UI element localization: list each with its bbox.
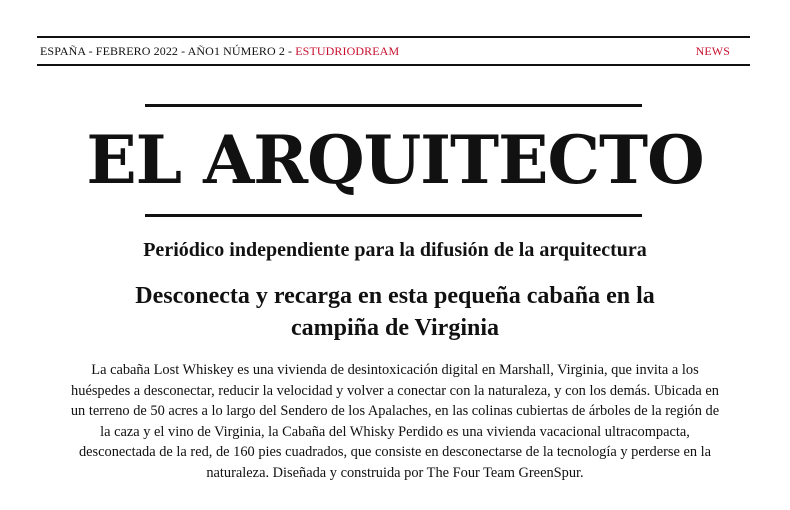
masthead-bottom-rule [145, 214, 642, 217]
top-info-bar [37, 36, 750, 66]
masthead-title: EL ARQUITECTO [86, 121, 704, 199]
masthead-subtitle: Periódico independiente para la difusión de la arquitectura [143, 239, 647, 261]
brand-link[interactable]: ESTUDRIODREAM [295, 43, 400, 58]
issue-meta-text: ESPAÑA - FEBRERO 2022 - AÑO1 NÚMERO 2 - [40, 43, 296, 58]
article-headline: Desconecta y recarga en esta pequeña cabaña en la campiña de Virginia [135, 283, 655, 341]
masthead-top-rule [145, 104, 642, 107]
issue-meta [37, 44, 399, 59]
article-body: La cabaña Lost Whiskey es una vivienda de desintoxicación digital en Marshall, Virginia, que invita a los huéspedes a desconectar, reducir la velocidad y volver a conectar con la naturaleza, y con los demás. Ubicada en un terreno de 50 acres a lo largo del Sendero de los Apalaches, en las colinas cubiertas de árboles de la región de la caza y el vino de Virginia, la Cabaña del Whisky Perdido es una vivienda vacacional ultracompacta, desconectada de la red, de 160 pies cuadrados, que consiste en desconectarse de la tecnología y perderse en la naturaleza. Diseñada y construida por The Four Team GreenSpur. [70, 362, 720, 481]
news-link[interactable]: NEWS [695, 43, 730, 58]
